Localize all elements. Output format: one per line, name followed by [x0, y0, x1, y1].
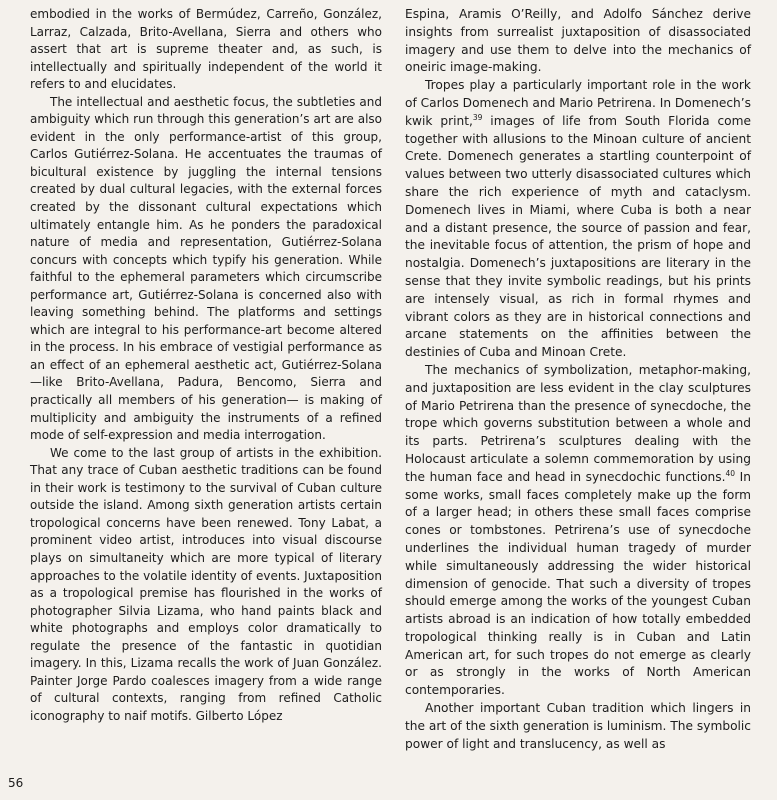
paragraph-text: In some works, small faces completely make up the form of a larger head; in others these small faces comprise cones or tombstones. Petrirena’s use of synecdoche underlines the individual human tragedy of murder while simultaneously addressing the wider historical dimension of genocide. That such a diversity of tropes should emerge among the works of the youngest Cuban artists abroad is an indication of how totally embedded tropological thinking really is in Cuban and Latin American art, for such tropes do not emerge as clearly or as strongly in the works of North American contemporaries. [405, 469, 751, 698]
paragraph-text: The mechanics of symbolization, metaphor-making, and juxtaposition are less evident in the clay sculptures of Mario Petrirena than the presence of synecdoche, the trope which governs substitution between a whole and its parts. Petrirena’s sculptures dealing with the Holocaust articulate a solemn commemoration by using the human face and head in synecdochic functions. [405, 362, 751, 484]
paragraph: Another important Cuban tradition which lingers in the art of the sixth generation is luminism. The symbolic power of light and translucency, as well as [405, 701, 751, 751]
footnote-marker: 40 [725, 468, 736, 478]
paragraph-text: images of life from South Florida come together with allusions to the Minoan culture of ancient Crete. Domenech generates a startling counterpoint of values between two utterly disassociated cultures which share the rich experience of myth and cataclysm. Domenech lives in Miami, where Cuba is both a near and a distant presence, the source of passion and fear, the inevitable focus of attention, the prism of hope and nostalgia. Domenech’s juxtapositions are literary in the sense that they invite symbolic readings, but his prints are intensely visual, as rich in formal rhymes and vibrant colors as they are in historical connections and arcane statements on the affinities between the destinies of Cuba and Minoan Crete. [405, 113, 751, 360]
paragraph: The intellectual and aesthetic focus, the subtleties and ambiguity which run through this generation’s art are also evident in the only performance-artist of this group, Carlos Gutiérrez-Solana. He accentuates the traumas of bicultural existence by juggling the internal tensions created by dual cultural legacies, with the external forces created by the dissonant cultural expectations which ultimately entangle him. As he ponders the paradoxical nature of media and representation, Gutiérrez-Solana concurs with concepts which typify his generation. While faithful to the ephemeral parameters which circumscribe performance art, Gutiérrez-Solana is concerned also with leaving something behind. The platforms and settings which are integral to his performance-art become altered in the process. In his embrace of vestigial performance as an effect of an ephemeral aesthetic act, Gutiérrez-Solana —like Brito-Avellana, Padura, Bencomo, Sierra and practically all members of his generation— is making of multiplicity and ambiguity the instruments of a refined mode of self-expression and media interrogation. [30, 94, 382, 443]
paragraph-text: Tropes play a particularly important role in the work of Carlos Domenech and Mario Petrirena. In Domenech’s kwik print, [405, 78, 751, 128]
right-text-column [405, 6, 751, 753]
paragraph: We come to the last group of artists in the exhibition. That any trace of Cuban aesthetic traditions can be found in their work is testimony to the survival of Cuban culture outside the island. Among sixth generation artists certain tropological concerns have been renewed. Tony Labat, a prominent video artist, introduces into visual discourse plays on simultaneity which are more typical of literary approaches to the volatile identity of events. Juxtaposition as a tropological premise has flourished in the works of photographer Silvia Lizama, who hand paints black and white photographs and employs color dramatically to regulate the presence of the fantastic in quotidian imagery. In this, Lizama recalls the work of Juan González. Painter Jorge Pardo coalesces imagery from a wide range of cultural contexts, ranging from refined Catholic iconography to naif motifs. Gilberto López [30, 445, 382, 723]
paragraph [405, 77, 751, 362]
paragraph: Espina, Aramis O’Reilly, and Adolfo Sánchez derive insights from surrealist juxtaposition of disassociated imagery and use them to delve into the mechanics of oneiric image-making. [405, 7, 751, 75]
footnote-marker: 39 [472, 112, 483, 122]
left-text-column [30, 6, 382, 725]
paragraph: embodied in the works of Bermúdez, Carreño, González, Larraz, Calzada, Brito-Avellana, Sierra and others who assert that art is supreme theater and, as such, is intellectually and spiritually independent of the world it refers to and elucidates. [30, 7, 382, 92]
page-number: 56 [8, 776, 24, 790]
paragraph [405, 362, 751, 700]
